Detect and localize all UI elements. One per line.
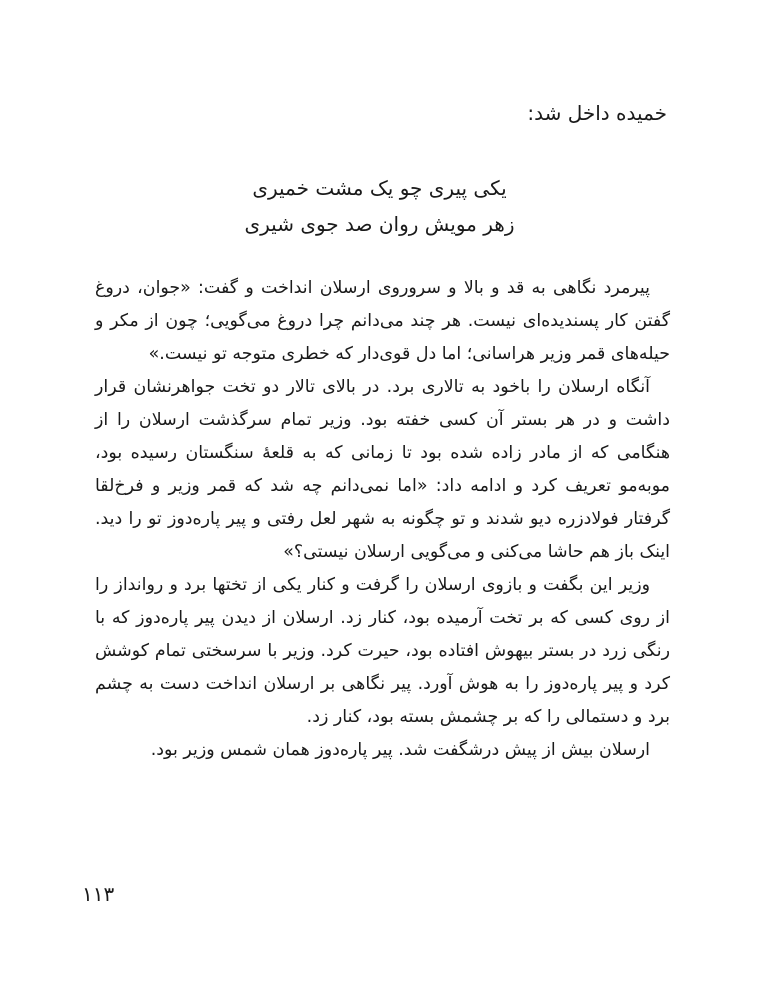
poem-couplet [0, 170, 759, 242]
poem-verse-2: زهر مویش روان صد جوی شیری [244, 212, 515, 236]
paragraph-2: آنگاه ارسلان را باخود به تالاری برد. در بالای تالار دو تخت جواهرنشان قرار داشت و در هر بستر آن کسی خفته بود. وزیر تمام سرگذشت ارسلان را از هنگامی که از مادر زاده شده بود تا زمانی که به قلعهٔ سنگستان رسیده بود، موبه‌مو تعریف کرد و ادامه داد: «اما نمی‌دانم چه شد که قمر وزیر و فرخ‌لقا گرفتار فولادزره دیو شدند و تو چگونه به شهر لعل رفتی و پیر پاره‌دوز تو را دید. اینک باز هم حاشا می‌کنی و می‌گویی ارسلان نیستی؟» [95, 377, 670, 562]
poem-verse-1: یکی پیری چو یک مشت خمیری [252, 176, 507, 200]
page-number: ۱۱۳ [82, 882, 115, 906]
paragraph-3: وزیر این بگفت و بازوی ارسلان را گرفت و کنار یکی از تختها برد و روانداز را از روی کسی که بر تخت آرمیده بود، کنار زد. ارسلان از دیدن پیر پاره‌دوز که با رنگی زرد در بستر بیهوش افتاده بود، حیرت کرد. وزیر با سرسختی تمام کوشش کرد و پیر پاره‌دوز را به هوش آورد. پیر نگاهی بر ارسلان انداخت دست به چشم برد و دستمالی را که بر چشمش بسته بود، کنار زد. [95, 575, 670, 727]
paragraph-4: ارسلان بیش از پیش درشگفت شد. پیر پاره‌دوز همان شمس وزیر بود. [150, 740, 650, 760]
body-text [95, 272, 670, 767]
intro-line: خمیده داخل شد: [527, 101, 667, 125]
paragraph-1: پیرمرد نگاهی به قد و بالا و سروروی ارسلان انداخت و گفت: «جوان، دروغ گفتن کار پسندیده‌ای نیست. هر چند می‌دانم چرا دروغ می‌گویی؛ چون از مکر و حیله‌های قمر وزیر هراسانی؛ اما دل قوی‌دار که خطری متوجه تو نیست.» [95, 278, 670, 364]
